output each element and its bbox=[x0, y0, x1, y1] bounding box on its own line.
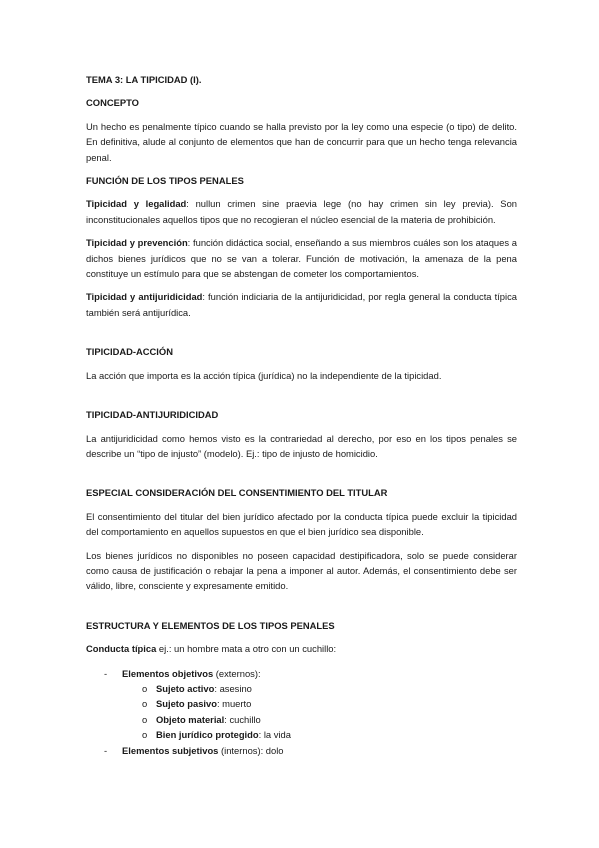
funcion-item-prevencion bbox=[86, 235, 517, 281]
circle-bullet: o bbox=[142, 698, 148, 710]
objetivos-sublist bbox=[122, 681, 517, 743]
accion-paragraph: La acción que importa es la acción típica (jurídica) no la independiente de la tipicidad. bbox=[86, 369, 442, 381]
list-item-objetivos bbox=[86, 666, 517, 743]
sub-text: : la vida bbox=[258, 729, 291, 741]
concepto-heading: CONCEPTO bbox=[86, 97, 139, 109]
funcion-term: Tipicidad y antijuridicidad bbox=[86, 291, 203, 303]
funcion-item-antijuridicidad bbox=[86, 289, 517, 320]
conducta-term: Conducta típica bbox=[86, 643, 157, 655]
circle-bullet: o bbox=[142, 713, 148, 725]
conducta-tipica-line bbox=[86, 641, 517, 656]
objetivos-term: Elementos objetivos bbox=[122, 667, 214, 679]
sub-term: Bien jurídico protegido bbox=[156, 729, 259, 741]
consentimiento-paragraph-2: Los bienes jurídicos no disponibles no poseen capacidad destipificadora, solo se puede considerar como causa de justificación o rebajar la pena a imponer al autor. Además, el consentimiento debe ser válido, libre, consciente y expresamente emitido. bbox=[86, 549, 517, 592]
sublist-item bbox=[122, 712, 517, 727]
sub-term: Sujeto activo bbox=[156, 682, 215, 694]
sub-text: : asesino bbox=[214, 682, 252, 694]
funcion-term: Tipicidad y legalidad bbox=[86, 198, 187, 210]
accion-heading: TIPICIDAD-ACCIÓN bbox=[86, 346, 173, 358]
dash-bullet: - bbox=[104, 667, 108, 679]
antijuridicidad-heading: TIPICIDAD-ANTIJURIDICIDAD bbox=[86, 409, 219, 421]
sub-term: Objeto material bbox=[156, 713, 225, 725]
list-item-subjetivos bbox=[86, 743, 517, 758]
funcion-text: : función didáctica social, enseñando a sus miembros cuáles son los ataques a dichos bienes jurídicos que no se van a tolerar. Función de motivación, la amenaza de la pena constituye un estímulo para que se abstengan de cometer los comportamientos. bbox=[86, 237, 517, 280]
sub-term: Sujeto pasivo bbox=[156, 698, 217, 710]
funcion-heading: FUNCIÓN DE LOS TIPOS PENALES bbox=[86, 175, 244, 187]
dash-bullet: - bbox=[104, 744, 108, 756]
sublist-item bbox=[122, 727, 517, 742]
antijuridicidad-paragraph: La antijuridicidad como hemos visto es la contrariedad al derecho, por eso en los tipos penales se describe un “tipo de injusto” (modelo). Ej.: tipo de injusto de homicidio. bbox=[86, 432, 517, 459]
sub-text: : cuchillo bbox=[224, 713, 261, 725]
consentimiento-heading: ESPECIAL CONSIDERACIÓN DEL CONSENTIMIENTO DEL TITULAR bbox=[86, 487, 388, 499]
funcion-item-legalidad bbox=[86, 196, 517, 227]
document-title: TEMA 3: LA TIPICIDAD (I). bbox=[86, 74, 202, 85]
circle-bullet: o bbox=[142, 729, 148, 741]
elements-list bbox=[86, 666, 517, 758]
funcion-text: : nullun crimen sine praevia lege (no hay crimen sin ley previa). Son inconstitucionales aquellos tipos que no recogieran el núcleo esencial de la materia de prohibición. bbox=[86, 198, 517, 225]
sub-text: : muerto bbox=[216, 698, 252, 710]
circle-bullet: o bbox=[142, 682, 148, 694]
sublist-item bbox=[122, 681, 517, 696]
objetivos-text: (externos): bbox=[213, 667, 261, 679]
funcion-term: Tipicidad y prevención bbox=[86, 237, 188, 249]
subjetivos-text: (internos): dolo bbox=[218, 744, 284, 756]
concepto-paragraph: Un hecho es penalmente típico cuando se halla previsto por la ley como una especie (o tipo) de delito. En definitiva, alude al conjunto de elementos que han de concurrir para que un hecho tenga relevancia penal. bbox=[86, 120, 517, 163]
consentimiento-paragraph-1: El consentimiento del titular del bien jurídico afectado por la conducta típica puede excluir la tipicidad del comportamiento en aquellos supuestos en que el bien jurídico sea disponible. bbox=[86, 510, 517, 538]
subjetivos-term: Elementos subjetivos bbox=[122, 744, 219, 756]
estructura-heading: ESTRUCTURA Y ELEMENTOS DE LOS TIPOS PENALES bbox=[86, 619, 335, 631]
funcion-text: : función indiciaria de la antijuridicidad, por regla general la conducta típica también será antijurídica. bbox=[86, 291, 517, 318]
sublist-item bbox=[122, 696, 517, 711]
conducta-text: ej.: un hombre mata a otro con un cuchillo: bbox=[156, 643, 337, 655]
